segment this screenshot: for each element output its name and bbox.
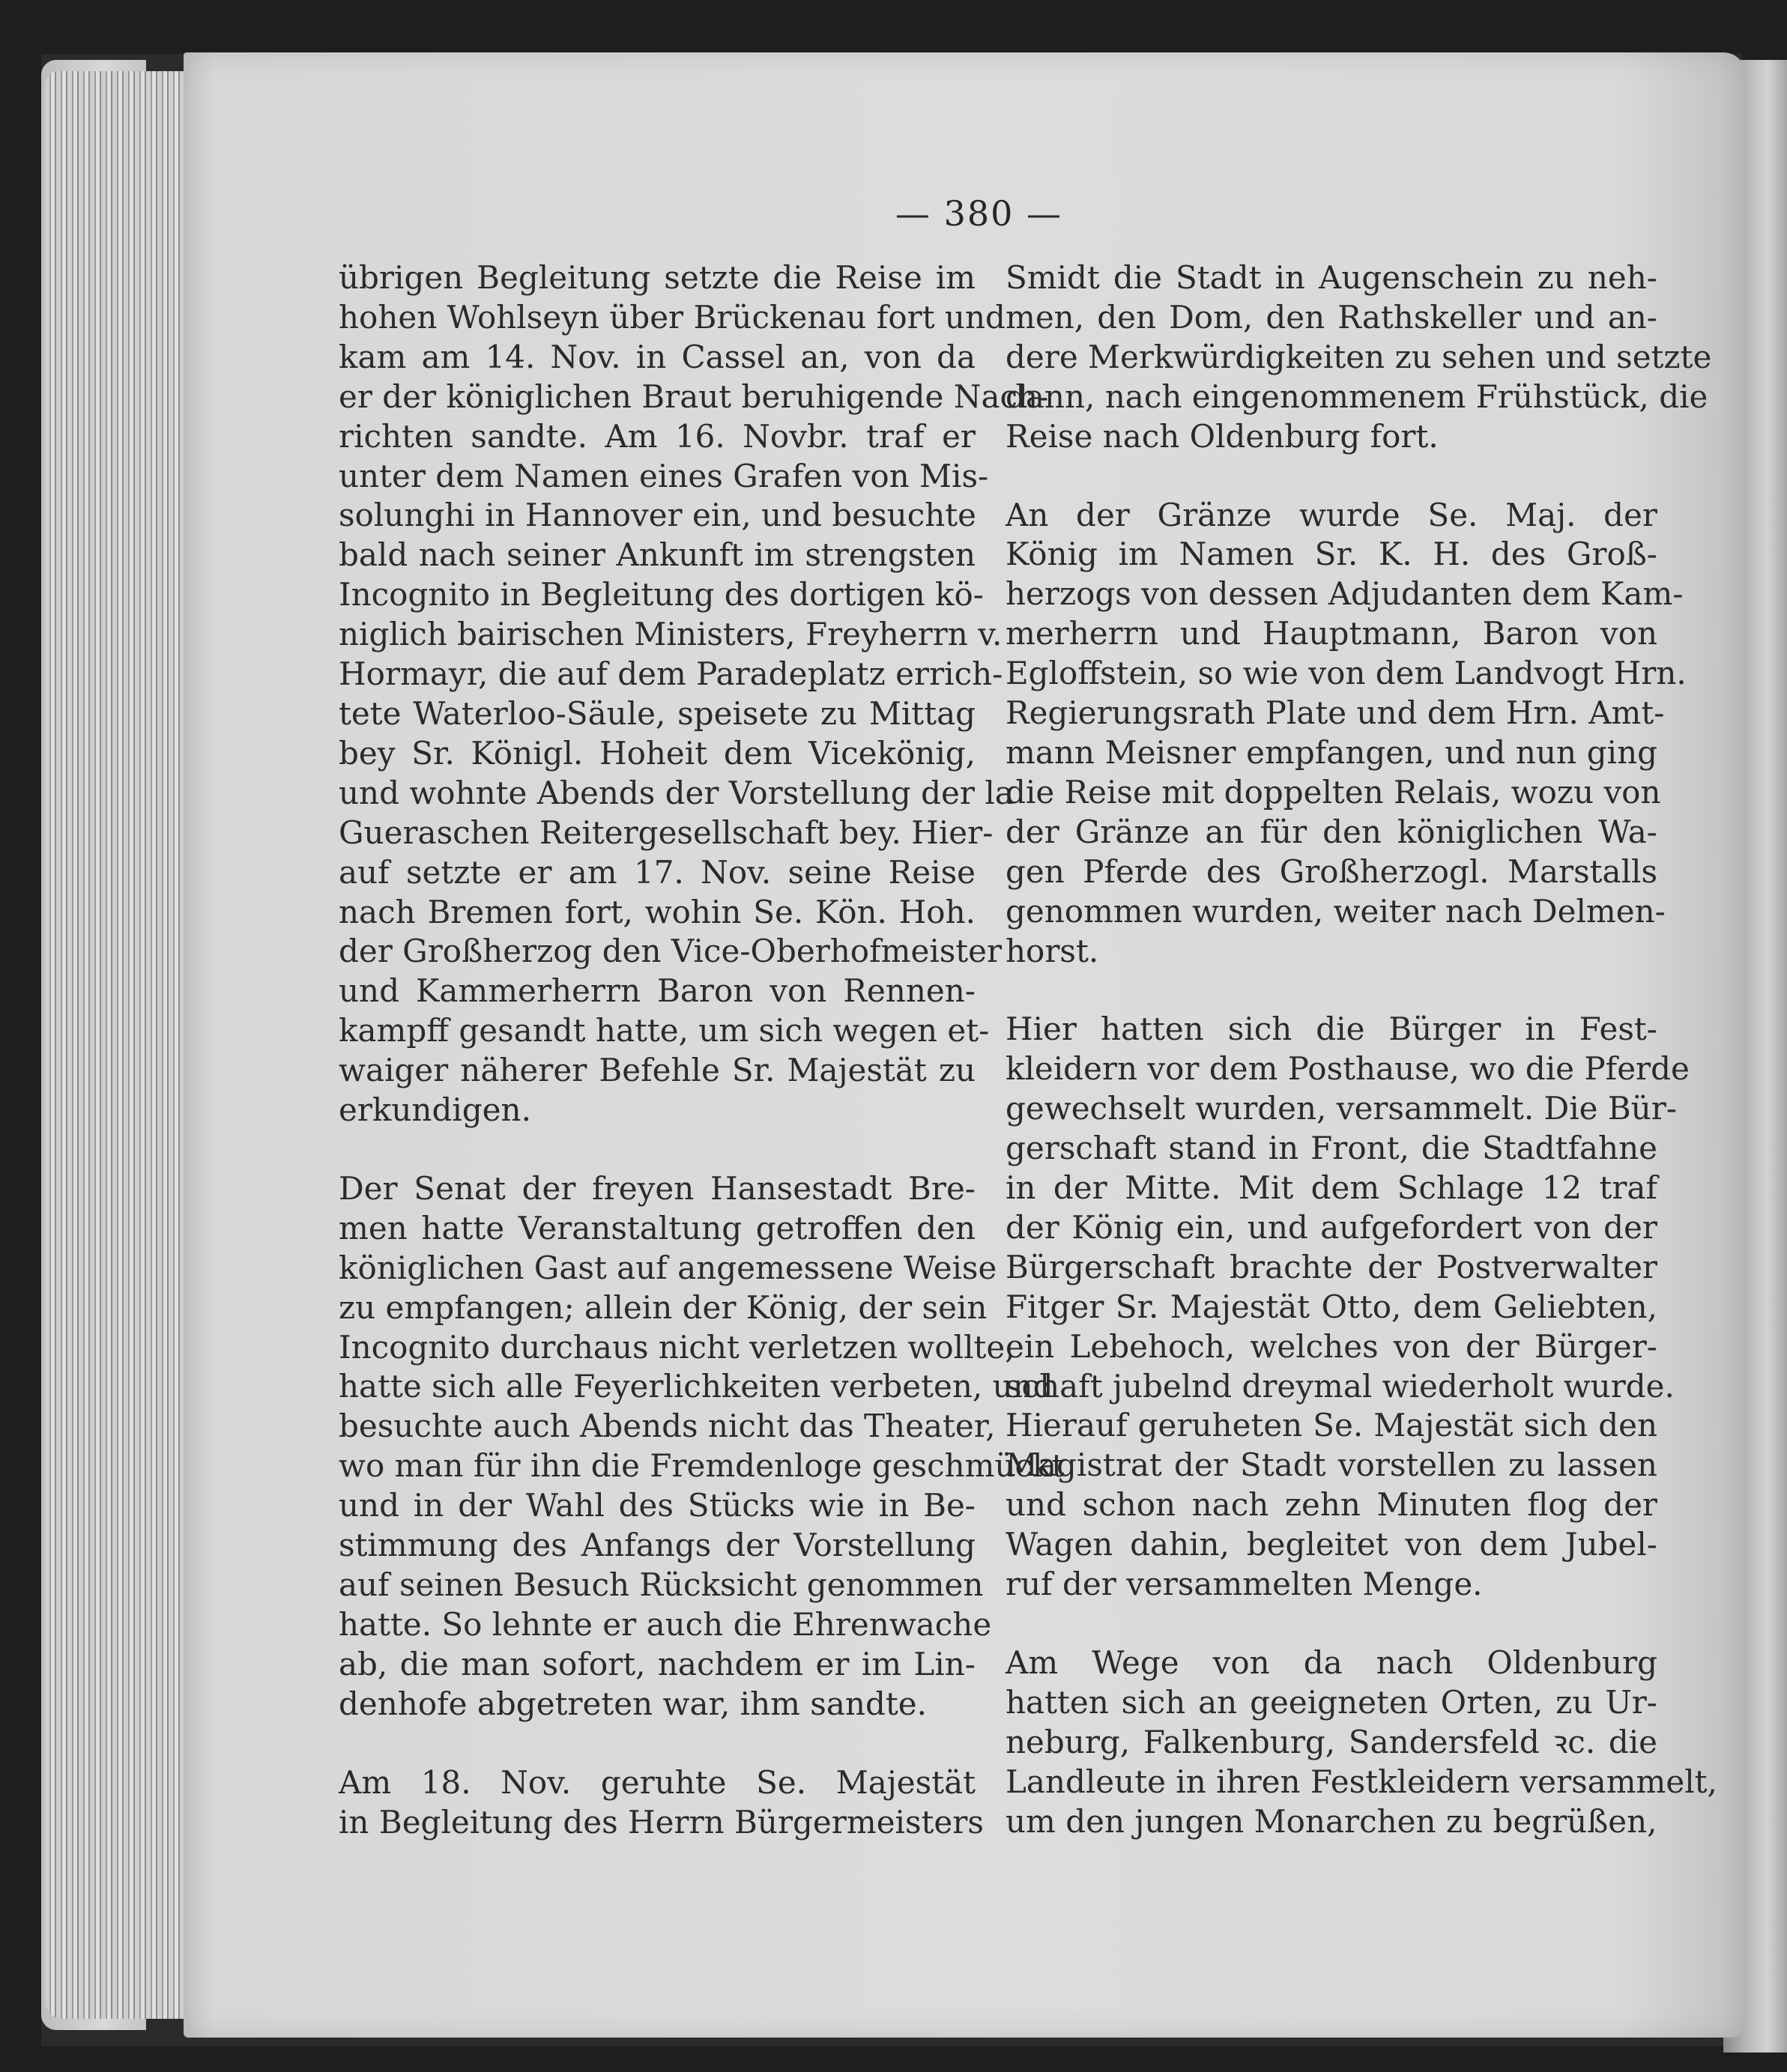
text-line: übrigen Begleitung setzte die Reise im [339,259,976,296]
text-line: wo man für ihn die Fremdenloge geschmückt [339,1447,1065,1485]
text-line: hatte. So lehnte er auch die Ehrenwache [339,1605,992,1643]
text-line: neburg, Falkenburg, Sandersfeld ꝛc. die [1006,1723,1657,1760]
text-line: ruf der versammelten Menge. [1006,1566,1483,1603]
text-line: stimmung des Anfangs der Vorstellung [339,1527,976,1564]
text-line: die Reise mit doppelten Relais, wozu von [1006,773,1661,811]
paragraph [339,1169,1065,1724]
text-line: horst. [1006,932,1099,969]
text-line: und in der Wahl des Stücks wie in Be- [339,1487,976,1524]
text-line: königlichen Gast auf angemessene Weise [339,1249,997,1286]
text-line: Gueraschen Reitergesellschaft bey. Hier- [339,814,994,851]
text-line: Hormayr, die auf dem Paradeplatz errich- [339,655,1003,693]
text-line: Bürgerschaft brachte der Postverwalter [1006,1248,1657,1285]
text-line: auf setzte er am 17. Nov. seine Reise [339,853,976,891]
text-line: gen Pferde des Großherzogl. Marstalls [1006,852,1657,890]
text-line: in Begleitung des Herrn Bürgermeisters [339,1803,984,1841]
text-line: unter dem Namen eines Grafen von Mis- [339,457,989,494]
paragraph [1006,258,1712,457]
text-line: Wagen dahin, begleitet von dem Jubel- [1006,1526,1657,1563]
text-line: Regierungsrath Plate und dem Hrn. Amt- [1006,694,1665,732]
text-line: bey Sr. Königl. Hoheit dem Vicekönig, [339,734,976,772]
text-line: genommen wurden, weiter nach Delmen- [1006,892,1666,930]
text-line: Am Wege von da nach Oldenburg [1006,1644,1657,1681]
text-line: merherrn und Hauptmann, Baron von [1006,615,1657,652]
text-line: kleidern vor dem Posthause, wo die Pferde [1006,1050,1690,1088]
page-number: — 380 — [895,193,1063,234]
text-line: waiger näherer Befehle Sr. Majestät zu [339,1052,976,1089]
text-line: er der königlichen Braut beruhigende Nach- [339,378,1049,415]
text-line: Reise nach Oldenburg fort. [1006,417,1439,455]
text-line: tete Waterloo-Säule, speisete zu Mittag [339,694,976,732]
text-line: Incognito durchaus nicht verletzen wollte, [339,1328,1015,1366]
text-line: Der Senat der freyen Hansestadt Bre- [339,1169,976,1207]
text-line: solunghi in Hannover ein, und besuchte [339,497,977,534]
text-line: gerschaft stand in Front, die Stadtfahne [1006,1130,1657,1167]
text-line: ein Lebehoch, welches von der Bürger- [1006,1327,1657,1365]
text-line: denhofe abgetreten war, ihm sandte. [339,1685,927,1722]
text-line: um den jungen Monarchen zu begrüßen, [1006,1802,1657,1840]
paragraph [1006,496,1687,972]
text-line: und schon nach zehn Minuten flog der [1006,1486,1657,1524]
text-line: kampff gesandt hatte, um sich wegen et- [339,1012,990,1049]
text-line: erkundigen. [339,1091,531,1129]
text-line: der Gränze an für den königlichen Wa- [1006,813,1657,850]
text-line: Egloffstein, so wie von dem Landvogt Hrn. [1006,655,1687,692]
page-edges-left [45,71,195,2019]
text-line: auf seinen Besuch Rücksicht genommen [339,1566,984,1603]
text-line: dere Merkwürdigkeiten zu sehen und setzte [1006,338,1712,375]
text-line: Hier hatten sich die Bürger in Fest- [1006,1011,1657,1048]
text-line: gewechselt wurden, versammelt. Die Bür- [1006,1090,1678,1127]
text-line: mann Meisner empfangen, und nun ging [1006,733,1657,771]
text-line: niglich bairischen Ministers, Freyherrn v. [339,616,1003,653]
text-line: zu empfangen; allein der König, der sein [339,1288,988,1326]
text-line: Landleute in ihren Festkleidern versammelt, [1006,1763,1717,1800]
text-line: men, den Dom, den Rathskeller und an- [1006,298,1657,336]
text-line: Magistrat der Stadt vorstellen zu lassen [1006,1447,1657,1484]
text-line: Fitger Sr. Majestät Otto, dem Geliebten, [1006,1288,1657,1325]
text-line: Incognito in Begleitung des dortigen kö- [339,576,984,614]
paragraph [1006,1010,1690,1605]
text-line: schaft jubelnd dreymal wiederholt wurde. [1006,1367,1675,1405]
text-line: Hierauf geruheten Se. Majestät sich den [1006,1407,1657,1444]
text-line: dann, nach eingenommenem Frühstück, die [1006,378,1708,415]
text-line: bald nach seiner Ankunft im strengsten [339,536,976,574]
paragraph [339,258,1049,1130]
paragraph [1006,1644,1717,1842]
text-line: richten sandte. Am 16. Novbr. traf er [339,417,976,455]
paragraph [339,1763,984,1843]
text-line: der Großherzog den Vice-Oberhofmeister [339,933,1003,970]
text-line: kam am 14. Nov. in Cassel an, von da [339,338,976,375]
text-column-right [1006,258,1717,1842]
text-line: und Kammerherrn Baron von Rennen- [339,972,976,1010]
text-line: besuchte auch Abends nicht das Theater, [339,1408,996,1445]
text-line: Am 18. Nov. geruhte Se. Majestät [339,1763,976,1801]
text-line: und wohnte Abends der Vorstellung der la [339,774,1014,811]
text-line: ab, die man sofort, nachdem er im Lin- [339,1645,976,1682]
text-line: hohen Wohlseyn über Brückenau fort und [339,298,1006,336]
text-line: König im Namen Sr. K. H. des Groß- [1006,536,1657,573]
text-line: Smidt die Stadt in Augenschein zu neh- [1006,259,1657,296]
text-line: men hatte Veranstaltung getroffen den [339,1209,976,1246]
text-line: hatten sich an geeigneten Orten, zu Ur- [1006,1683,1657,1721]
text-line: herzogs von dessen Adjudanten dem Kam- [1006,575,1684,613]
text-line: der König ein, und aufgefordert von der [1006,1208,1657,1246]
text-line: nach Bremen fort, wohin Se. Kön. Hoh. [339,893,976,930]
text-line: hatte sich alle Feyerlichkeiten verbeten, und [339,1368,1053,1405]
text-line: An der Gränze wurde Se. Maj. der [1006,496,1657,533]
text-line: in der Mitte. Mit dem Schlage 12 traf [1006,1169,1657,1207]
